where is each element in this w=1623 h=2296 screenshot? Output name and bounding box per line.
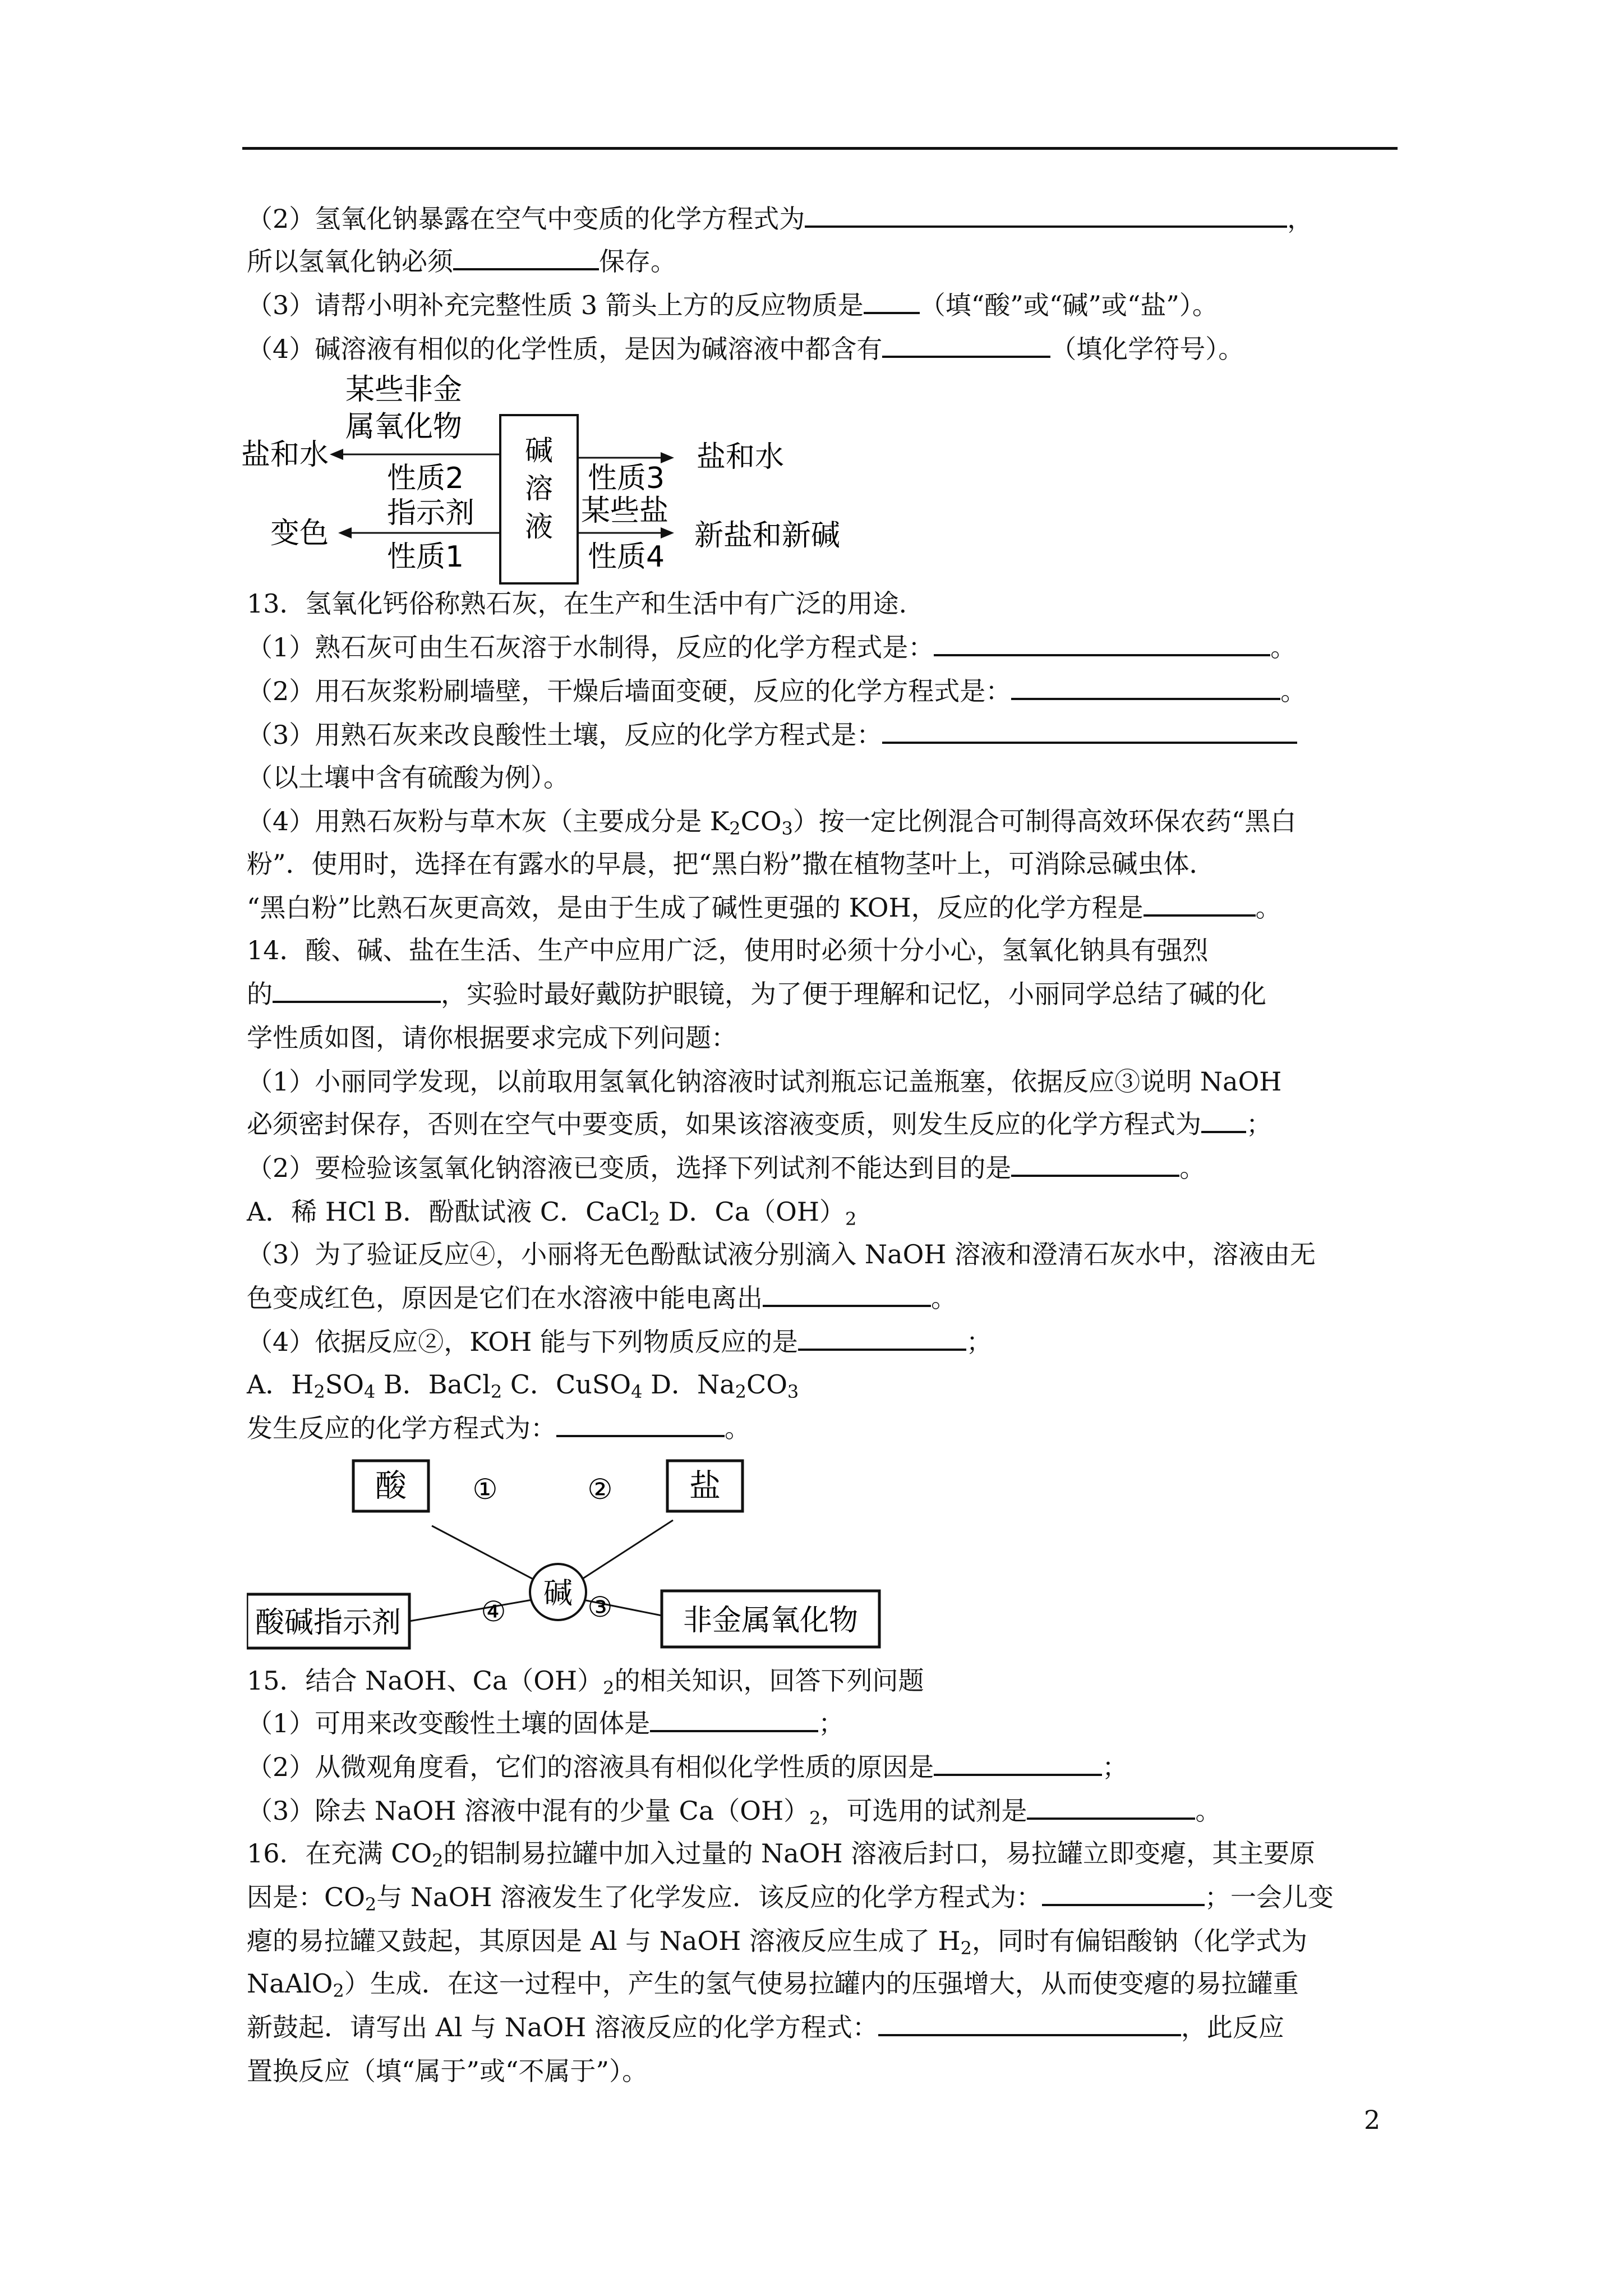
- reaction-1-number: ①: [472, 1473, 498, 1506]
- q13-part1: （1）熟石灰可由生石灰溶于水制得，反应的化学方程式是： 。: [247, 626, 1399, 669]
- reaction-4-number: ④: [481, 1595, 506, 1628]
- answer-blank[interactable]: [882, 328, 1050, 358]
- answer-blank[interactable]: [1201, 1103, 1246, 1133]
- answer-blank[interactable]: [763, 1277, 931, 1307]
- q14-part1-line1: （1）小丽同学发现，以前取用氢氧化钠溶液时试剂瓶忘记盖瓶塞，依据反应③说明 NaOH: [247, 1066, 1282, 1097]
- q14-part3-line2: 色变成红色，原因是它们在水溶液中能电离出 。: [247, 1277, 1399, 1319]
- answer-blank[interactable]: [882, 714, 1297, 744]
- center-char-3: 液: [525, 510, 553, 543]
- left-top-product: 盐和水: [241, 438, 329, 472]
- answer-blank[interactable]: [878, 2006, 1181, 2036]
- property-3-label: 性质3: [588, 462, 665, 495]
- q14-part4-options: A．$H_2SO_4$ B．BaCl$_2$ C．CuSO$_4$ D．$Na_2CO_3$: [247, 1369, 799, 1402]
- answer-blank[interactable]: [1027, 1789, 1195, 1820]
- nonmetal-oxide-label-2: 属氧化物: [345, 410, 463, 444]
- q16-line5: 新鼓起．请写出 Al 与 NaOH 溶液反应的化学方程式： ，此反应: [247, 2006, 1399, 2049]
- q14-part4: （4）依据反应②，KOH 能与下列物质反应的是 ；: [247, 1320, 1399, 1363]
- q13-title: 13．氢氧化钙俗称熟石灰，在生产和生活中有广泛的用途.: [247, 588, 907, 619]
- answer-blank[interactable]: [1144, 886, 1256, 917]
- q15-part2: （2）从微观角度看，它们的溶液具有相似化学性质的原因是 ；: [247, 1746, 1399, 1788]
- q13-part2: （2）用石灰浆粉刷墙壁，干燥后墙面变硬，反应的化学方程式是： 。: [247, 670, 1399, 712]
- q12-part2-line2: 所以氢氧化钠必须 保存。: [247, 240, 1399, 283]
- property-1-label: 性质1: [387, 540, 464, 574]
- answer-blank[interactable]: [650, 1702, 818, 1732]
- q16-line1: 16．在充满 $CO_2$的铝制易拉罐中加入过量的 NaOH 溶液后封口，易拉罐立即变瘪，其主要原: [247, 1838, 1316, 1871]
- q16-line6: 置换反应（填“属于”或“不属于”）。: [247, 2056, 648, 2086]
- q13-part4-line1: （4）用熟石灰粉与草木灰（主要成分是 $K_2CO_3$）按一定比例混合可制得高效环保农药“黑白: [247, 806, 1297, 839]
- q15-part1: （1）可用来改变酸性土壤的固体是 ；: [247, 1702, 1399, 1745]
- q14-part1-line2: 必须密封保存，否则在空气中要变质，如果该溶液变质，则发生反应的化学方程式为 ；: [247, 1103, 1399, 1145]
- right-bottom-product: 新盐和新碱: [694, 519, 841, 553]
- q13-part4-line2: 粉”．使用时，选择在有露水的早晨，把“黑白粉”撒在植物茎叶上，可消除忌碱虫体．: [247, 849, 1215, 879]
- answer-blank[interactable]: [1011, 1147, 1179, 1177]
- q14-line2: 的 ，实验时最好戴防护眼镜，为了便于理解和记忆，小丽同学总结了碱的化: [247, 973, 1399, 1015]
- center-char-1: 碱: [525, 434, 553, 467]
- q16-line2: 因是：$CO_2$与 NaOH 溶液发生了化学发应．该反应的化学方程式为： ；一会儿变: [247, 1876, 1399, 1918]
- acid-box-label: 酸: [375, 1468, 407, 1504]
- q14-part4-equation: 发生反应的化学方程式为： 。: [247, 1407, 1399, 1450]
- q13-part3: （3）用熟石灰来改良酸性土壤，反应的化学方程式是：: [247, 714, 1399, 756]
- answer-blank[interactable]: [798, 1320, 966, 1351]
- answer-blank[interactable]: [556, 1407, 725, 1437]
- answer-blank[interactable]: [805, 197, 1287, 228]
- q14-part3-line1: （3）为了验证反应④，小丽将无色酚酞试液分别滴入 NaOH 溶液和澄清石灰水中，溶液由无: [247, 1239, 1316, 1269]
- answer-blank[interactable]: [1042, 1876, 1205, 1906]
- salt-box-label: 盐: [689, 1468, 721, 1504]
- reaction-2-number: ②: [587, 1473, 613, 1506]
- indicator-box-label: 酸碱指示剂: [255, 1606, 402, 1640]
- right-top-product: 盐和水: [697, 440, 785, 474]
- q12-part3: （3）请帮小明补充完整性质 3 箭头上方的反应物质是 （填“酸”或“碱”或“盐”）。: [247, 284, 1399, 326]
- indicator-label: 指示剂: [387, 496, 475, 530]
- base-reactions-diagram: [247, 1453, 886, 1655]
- base-properties-diagram: [241, 370, 869, 595]
- some-salt-label: 某些盐: [581, 494, 669, 528]
- answer-blank[interactable]: [934, 1746, 1102, 1776]
- answer-blank[interactable]: [453, 240, 599, 270]
- answer-blank[interactable]: [273, 973, 441, 1003]
- answer-blank[interactable]: [1011, 670, 1280, 700]
- oxide-box-label: 非金属氧化物: [683, 1604, 859, 1637]
- q14-line1: 14．酸、碱、盐在生活、生产中应用广泛，使用时必须十分小心，氢氧化钠具有强烈: [247, 935, 1209, 965]
- q14-part2: （2）要检验该氢氧化钠溶液已变质，选择下列试剂不能达到目的是 。: [247, 1147, 1399, 1189]
- q15-part3: （3）除去 NaOH 溶液中混有的少量 $Ca(OH)_2$，可选用的试剂是 。: [247, 1789, 1399, 1832]
- q14-part2-options: A．稀 HCl B．酚酞试液 C．CaCl$_2$ D．$Ca(OH)_2$: [247, 1197, 857, 1230]
- q15-title: 15．结合 NaOH、$Ca(OH)_2$的相关知识，回答下列问题: [247, 1665, 924, 1699]
- header-rule: [242, 147, 1398, 150]
- q12-part4: （4）碱溶液有相似的化学性质，是因为碱溶液中都含有 （填化学符号）。: [247, 328, 1399, 370]
- q13-part4-line3: “黑白粉”比熟石灰更高效，是由于生成了碱性更强的 KOH，反应的化学方程是 。: [247, 886, 1399, 929]
- reaction-3-number: ③: [587, 1591, 613, 1623]
- q16-line4: NaAlO$_2$）生成．在这一过程中，产生的氢气使易拉罐内的压强增大，从而使变瘪的易拉罐重: [247, 1968, 1299, 2001]
- nonmetal-oxide-label-1: 某些非金: [345, 373, 463, 407]
- page-number: 2: [1364, 2105, 1381, 2135]
- q13-part3-note: （以土壤中含有硫酸为例）。: [247, 762, 569, 793]
- base-circle-label: 碱: [543, 1577, 573, 1611]
- property-4-label: 性质4: [588, 540, 665, 574]
- q16-line3: 瘪的易拉罐又鼓起，其原因是 Al 与 NaOH 溶液反应生成了 $H_2$，同时有偏铝酸钠（化学式为: [247, 1926, 1308, 1959]
- answer-blank[interactable]: [864, 284, 920, 314]
- q14-line3: 学性质如图，请你根据要求完成下列问题：: [247, 1023, 737, 1053]
- left-bottom-product: 变色: [270, 517, 329, 550]
- q12-part2-line1: （2）氢氧化钠暴露在空气中变质的化学方程式为 ，: [247, 197, 1399, 240]
- center-char-2: 溶: [525, 472, 553, 505]
- answer-blank[interactable]: [934, 626, 1270, 656]
- property-2-label: 性质2: [387, 462, 464, 495]
